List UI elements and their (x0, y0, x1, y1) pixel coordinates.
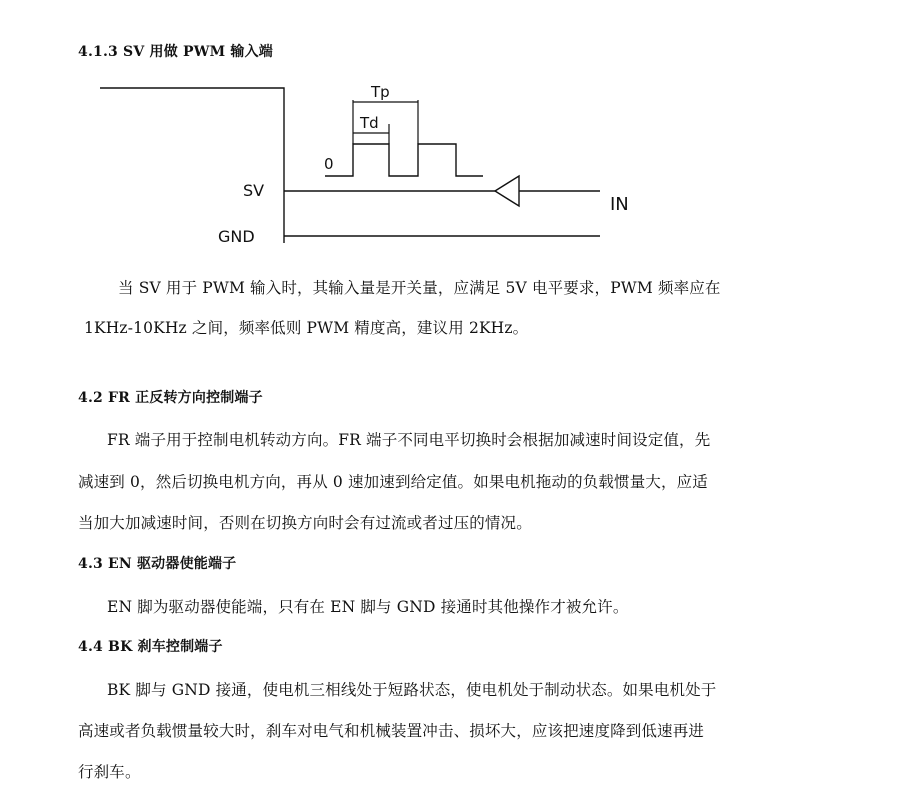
paragraph-line: 当 SV 用于 PWM 输入时，其输入量是开关量，应满足 5V 电平要求，PWM 频率应在 (118, 279, 721, 297)
in-label: IN (610, 194, 629, 215)
sv-label: SV (243, 181, 265, 200)
paragraph-line: 1KHz-10KHz 之间，频率低则 PWM 精度高，建议用 2KHz。 (84, 319, 529, 337)
section-heading-4-1-3: 4.1.3 SV 用做 PWM 输入端 (78, 44, 273, 60)
td-label: Td (360, 114, 379, 132)
tp-label: Tp (371, 83, 390, 101)
terminal-outline (100, 88, 284, 243)
paragraph-line: BK 脚与 GND 接通，使电机三相线处于短路状态，使电机处于制动状态。如果电机处于 (107, 681, 717, 699)
paragraph-line: 高速或者负载惯量较大时，刹车对电气和机械装置冲击、损坏大，应该把速度降到低速再进 (78, 722, 705, 740)
zero-level-label: 0 (324, 155, 334, 173)
section-heading-4-4: 4.4 BK 刹车控制端子 (78, 639, 223, 655)
paragraph-line: 减速到 0，然后切换电机方向，再从 0 速加速到给定值。如果电机拖动的负载惯量大，应适 (78, 473, 708, 491)
paragraph-line: FR 端子用于控制电机转动方向。FR 端子不同电平切换时会根据加减速时间设定值，先 (107, 431, 711, 449)
paragraph-line: 行刹车。 (78, 763, 141, 781)
pwm-waveform (325, 144, 483, 176)
section-heading-4-3: 4.3 EN 驱动器使能端子 (78, 556, 237, 572)
paragraph-line: EN 脚为驱动器使能端，只有在 EN 脚与 GND 接通时其他操作才被允许。 (107, 598, 629, 616)
buffer-symbol (495, 176, 519, 206)
pwm-input-diagram (0, 0, 901, 260)
gnd-label: GND (218, 227, 255, 246)
section-heading-4-2: 4.2 FR 正反转方向控制端子 (78, 390, 263, 406)
paragraph-line: 当加大加减速时间，否则在切换方向时会有过流或者过压的情况。 (78, 514, 532, 532)
